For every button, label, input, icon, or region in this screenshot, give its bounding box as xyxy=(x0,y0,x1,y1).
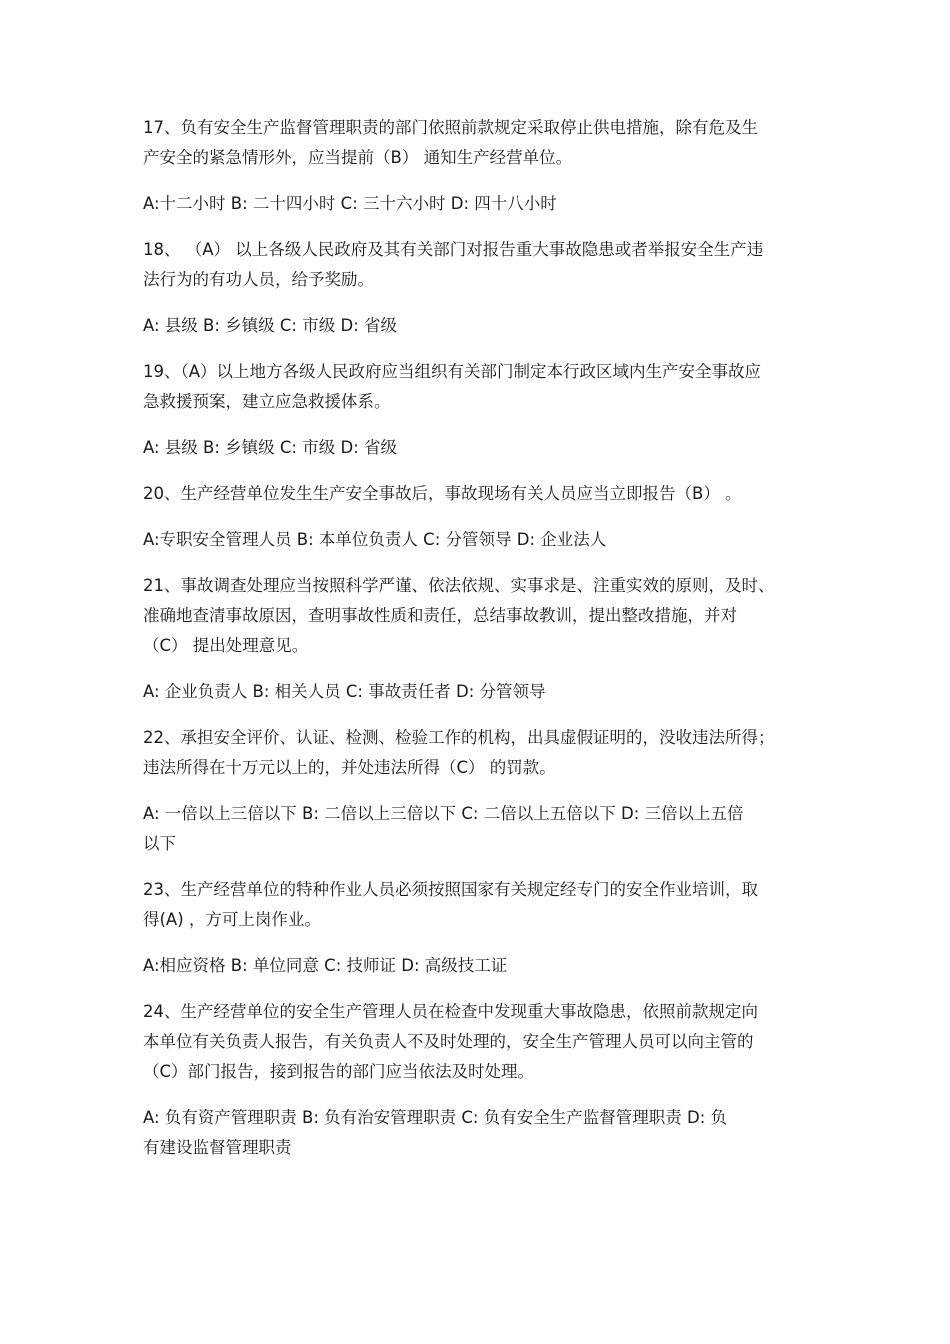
question-line: 得(A) ，方可上岗作业。 xyxy=(143,910,321,929)
question-block xyxy=(143,571,833,707)
question-line: 产安全的紧急情形外，应当提前（B） 通知生产经营单位。 xyxy=(143,148,573,167)
question-text xyxy=(143,571,833,661)
question-block xyxy=(143,235,833,341)
question-text xyxy=(143,479,833,509)
option-line: 以下 xyxy=(143,834,176,853)
answer-options xyxy=(143,311,833,341)
answer-options xyxy=(143,1103,833,1163)
question-block xyxy=(143,723,833,859)
option-line: A: 负有资产管理职责 B: 负有治安管理职责 C: 负有安全生产监督管理职责 D: 负 xyxy=(143,1108,727,1127)
answer-options xyxy=(143,433,833,463)
question-line: 违法所得在十万元以上的，并处违法所得（C） 的罚款。 xyxy=(143,758,556,777)
question-block xyxy=(143,997,833,1163)
question-block xyxy=(143,479,833,555)
answer-options xyxy=(143,677,833,707)
question-block xyxy=(143,113,833,219)
question-text xyxy=(143,723,833,783)
question-line: 21、事故调查处理应当按照科学严谨、依法依规、实事求是、注重实效的原则，及时、 xyxy=(143,576,775,595)
question-text xyxy=(143,113,833,173)
option-line: A:相应资格 B: 单位同意 C: 技师证 D: 高级技工证 xyxy=(143,956,508,975)
answer-options xyxy=(143,951,833,981)
question-line: 18、 （A） 以上各级人民政府及其有关部门对报告重大事故隐患或者举报安全生产违 xyxy=(143,240,764,259)
question-text xyxy=(143,357,833,417)
question-text xyxy=(143,875,833,935)
question-block xyxy=(143,357,833,463)
question-line: 法行为的有功人员，给予奖励。 xyxy=(143,270,374,289)
option-line: A:专职安全管理人员 B: 本单位负责人 C: 分管领导 D: 企业法人 xyxy=(143,530,607,549)
option-line: A: 企业负责人 B: 相关人员 C: 事故责任者 D: 分管领导 xyxy=(143,682,546,701)
question-line: 23、生产经营单位的特种作业人员必须按照国家有关规定经专门的安全作业培训，取 xyxy=(143,880,758,899)
document-page xyxy=(143,113,833,1179)
question-line: 急救援预案，建立应急救援体系。 xyxy=(143,392,391,411)
question-line: （C）部门报告，接到报告的部门应当依法及时处理。 xyxy=(143,1062,535,1081)
answer-options xyxy=(143,525,833,555)
option-line: A:十二小时 B: 二十四小时 C: 三十六小时 D: 四十八小时 xyxy=(143,194,557,213)
question-line: 19、（A）以上地方各级人民政府应当组织有关部门制定本行政区域内生产安全事故应 xyxy=(143,362,762,381)
option-line: 有建设监督管理职责 xyxy=(143,1138,292,1157)
question-line: 本单位有关负责人报告，有关负责人不及时处理的，安全生产管理人员可以向主管的 xyxy=(143,1032,754,1051)
question-line: 准确地查清事故原因，查明事故性质和责任，总结事故教训，提出整改措施，并对 xyxy=(143,606,737,625)
question-line: 22、承担安全评价、认证、检测、检验工作的机构，出具虚假证明的，没收违法所得； xyxy=(143,728,775,747)
question-line: 17、负有安全生产监督管理职责的部门依照前款规定采取停止供电措施，除有危及生 xyxy=(143,118,758,137)
question-line: 20、生产经营单位发生生产安全事故后，事故现场有关人员应当立即报告（B） 。 xyxy=(143,484,742,503)
option-line: A: 县级 B: 乡镇级 C: 市级 D: 省级 xyxy=(143,316,397,335)
option-line: A: 县级 B: 乡镇级 C: 市级 D: 省级 xyxy=(143,438,397,457)
answer-options xyxy=(143,189,833,219)
question-block xyxy=(143,875,833,981)
option-line: A: 一倍以上三倍以下 B: 二倍以上三倍以下 C: 二倍以上五倍以下 D: 三倍以上五倍 xyxy=(143,804,744,823)
question-text xyxy=(143,997,833,1087)
question-text xyxy=(143,235,833,295)
question-line: 24、生产经营单位的安全生产管理人员在检查中发现重大事故隐患，依照前款规定向 xyxy=(143,1002,758,1021)
answer-options xyxy=(143,799,833,859)
question-line: （C） 提出处理意见。 xyxy=(143,636,309,655)
